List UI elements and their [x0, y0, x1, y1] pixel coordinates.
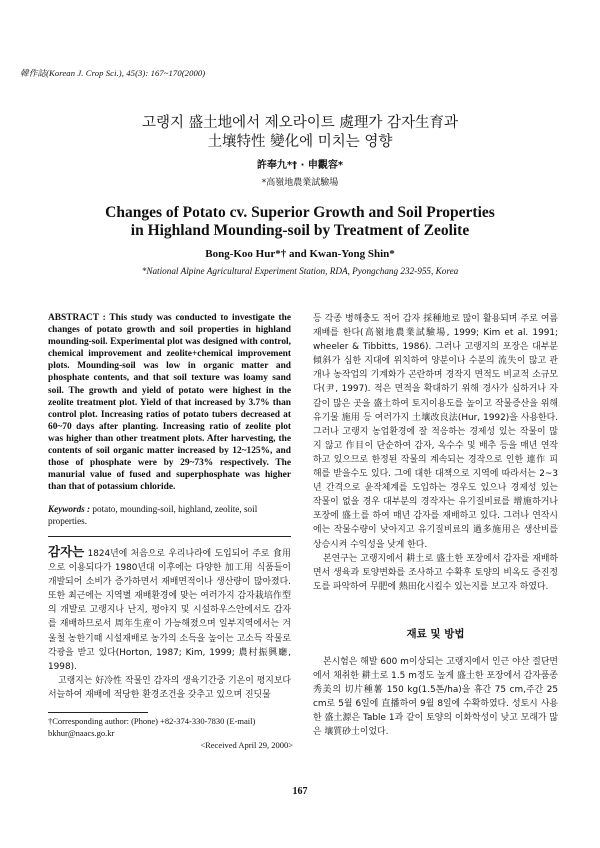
methods-section [313, 655, 558, 740]
intro-lead-word: 감자는 [48, 544, 85, 559]
intro-paragraph-2: 고랭지는 好冷性 작물인 감자의 생육기간중 기온이 평지보다 서늘하여 재배에 적당한 환경조건을 갖추고 있으며 진딧물 [48, 675, 291, 700]
english-title-line-2: in Highland Mounding-soil by Treatment of Zeolite [130, 222, 470, 239]
keywords [48, 503, 291, 527]
methods-paragraph: 본시험은 해발 600 m이상되는 고랭지에서 인근 야산 절단면에서 채취한 耕土로 1.5 m정도 높게 盛土한 포장에서 감자품종 秀美의 切片種薯 150 kg(1.5톤/ha)을 휴간 75 cm,주간 25 cm로 5월 6일에 直播하여 9월 8일에 수확하였다. 성토시 사용한 盛土源은 Table 1과 같이 토양의 이화학성이 낮고 모래가 많은 壤質砂土이었다. [313, 657, 558, 738]
right-paragraph-1: 등 각종 병해충도 적어 감자 採種地로 많이 활용되며 주로 여름재배를 한다(高嶺地農業試驗場, 1999; Kim et al. 1991; wheeler & Tibbitts, 1986). 그러나 고랭지의 포장은 대부분 傾斜가 심한 지대에 위치하여 양분이나 수분의 流失이 많고 관개나 농작업의 기계화가 곤란하며 경작지 면적도 비교적 소규모다(尹, 1997). 적은 면적을 확대하기 위해 경사가 심하거나 자갈이 많은 곳을 盛土하여 토지이용도를 높이고 작물증산을 위해 유기물 施用 등 여러가지 土壤改良法(Hur, 1992)을 사용한다. 그러나 고랭지 농업환경에 잘 적응하는 경제성 있는 작물이 많지 않고 作目이 단순하여 감자, 옥수수 및 배추 등을 매년 연작하고 있으므로 한정된 작물의 계속되는 경작으로 인한 連作 피해를 받을수도 있다. 그에 대한 대책으로 지역에 따라서는 2~3년 간격으로 윤작체계를 도입하는 경우도 있으나 경제성 있는 작물이 없을 경우 대부분의 경작자는 유기질비료를 增施하거나 포장에 盛土를 하여 매년 감자를 재배하고 있다. 그러나 연작시에는 작물수량이 낮아지고 유기질비료의 過多施用은 생산비를 상승시켜 수익성을 낮게 한다. [313, 314, 558, 550]
korean-affiliation: *高嶺地農業試驗場 [261, 178, 339, 188]
corresponding-author: †Corresponding author: (Phone) +82-374-330-7830 (E-mail) bkhur@naacs.go.kr [48, 716, 256, 738]
intro-paragraph-1-text: 1824년에 처음으로 우리나라에 도입되어 주로 食用으로 이용되다가 1980년대 이후에는 다양한 加工用 식품들이 개발되어 소비가 증가하면서 재배면적이나 생산량이 많아졌다. 또한 최근에는 지역별 재배환경에 맞는 여러가지 감자栽培作型의 개발로 고랭지나 난지, 평야지 및 시설하우스안에서도 감자를 재배하므로서 周年生産이 가능해졌으며 일부지역에서는 겨울철 농한기때 시설재배로 농가의 소득을 높이는 고소득 작물로 각광을 받고 있다(Horton, 1987; Kim, 1999; 農村振興廳, 1998). [48, 549, 291, 672]
english-affiliation: *National Alpine Agricultural Experiment Station, RDA, Pyongchang 232-955, Korea [141, 266, 459, 276]
introduction [48, 545, 291, 702]
korean-title-line-1: 고랭지 盛土地에서 제오라이트 處理가 감자生育과 [141, 115, 459, 131]
korean-title-line-2: 土壤特性 變化에 미치는 영향 [207, 134, 393, 150]
right-paragraph-2: 본연구는 고랭지에서 耕土로 盛土한 포장에서 감자를 재배하면서 생육과 토양변화를 조사하고 수확후 토양의 비옥도 증진정도를 파악하여 무肥에 熱田化시킬수 있는지를 보고자 하였다. [313, 553, 558, 592]
intro-paragraph-1 [48, 545, 291, 674]
keywords-label: Keywords : [48, 504, 91, 514]
abstract-divider [48, 536, 291, 537]
korean-authors: 許奉九*† · 申觀容* [256, 160, 344, 171]
english-title-line-1: Changes of Potato cv. Superior Growth and Soil Properties [105, 204, 495, 221]
footnote-divider [48, 712, 148, 713]
english-authors: Bong-Koo Hur*† and Kwan-Yong Shin* [205, 248, 395, 260]
right-column-text [313, 312, 558, 594]
page-number: 167 [292, 786, 308, 797]
received-date: <Received April 29, 2000> [200, 740, 293, 750]
abstract: ABSTRACT : This study was conducted to investigate the changes of potato growth and soil properties in highland mounding-soil. Experimental plot was designed with control, chemical improvement and zeolite+chemical improvement plots. Mounding-soil was low in organic matter and phosphate contents, and that soil texture was loamy sand soil. The growth and yield of potato were highest in the zeolite treatment plot. Yield of that increased by 3.7% than control plot. Increasing ratios of potato tubers decreased at 60~70 days after planting. Increasing ratio of zeolite plot was higher than other treatment plots. After harvesting, the contents of soil organic matter increased by 12~125%, and those of phosphate were by 29~73% respectively. The manurial value of fused and superphosphate was higher than that of potassium chloride. [48, 313, 291, 493]
footnote [48, 715, 293, 751]
journal-citation: 韓作誌(Korean J. Crop Sci.), 45(3): 167~170(2000) [20, 68, 206, 78]
keywords-text: potato, mounding-soil, highland, zeolite, soil properties. [48, 504, 258, 526]
methods-heading: 재료 및 방법 [406, 628, 465, 640]
